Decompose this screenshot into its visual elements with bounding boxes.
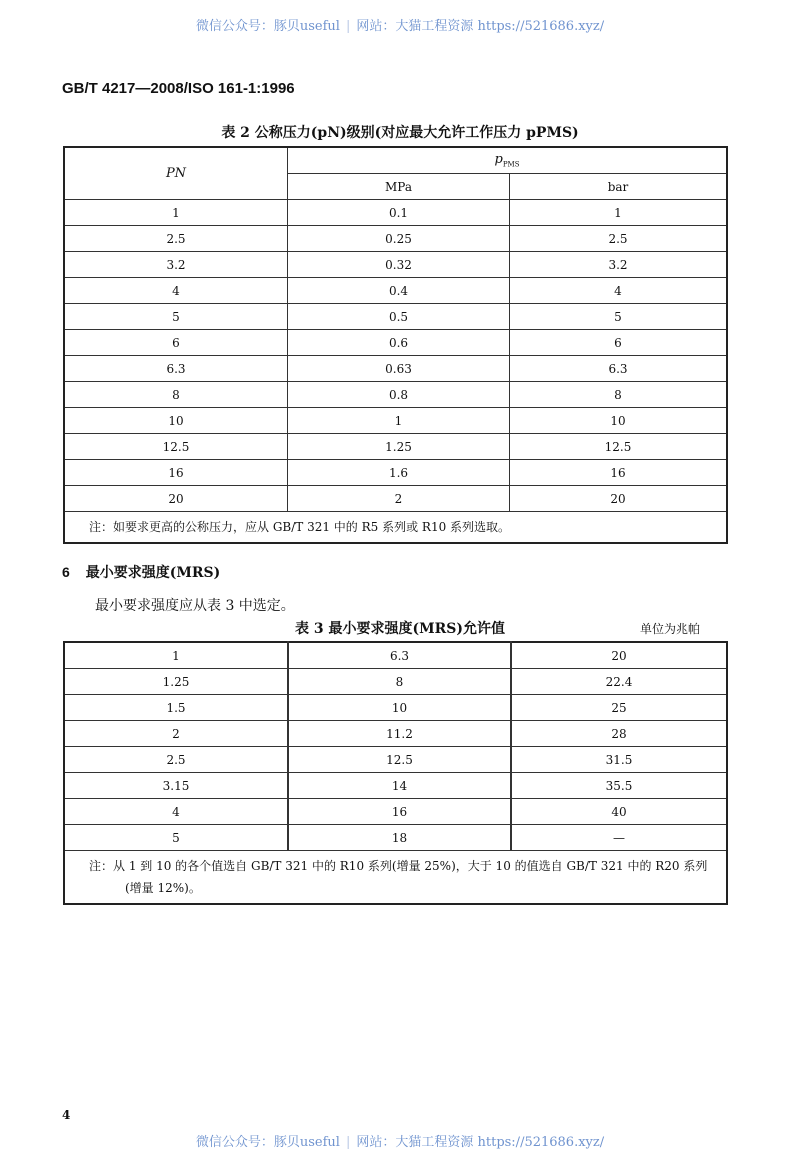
table-cell: 6.3	[288, 642, 511, 669]
table-cell: 6.3	[510, 356, 728, 382]
table-cell: 5	[64, 304, 288, 330]
table-cell: 20	[64, 486, 288, 512]
table-row	[64, 695, 727, 721]
table-row	[64, 304, 727, 330]
table-cell: 16	[510, 460, 728, 486]
table-row	[64, 669, 727, 695]
watermark-right-text: 网站：大猫工程资源 https://521686.xyz/	[356, 1135, 605, 1150]
table-cell: 1	[510, 200, 728, 226]
table-row	[64, 642, 727, 669]
table-cell: 3.2	[64, 252, 288, 278]
table3-note	[64, 851, 727, 905]
table-cell: 8	[510, 382, 728, 408]
table-cell: 0.32	[288, 252, 510, 278]
table-cell: 0.6	[288, 330, 510, 356]
table-cell: 0.63	[288, 356, 510, 382]
table-cell: 35.5	[511, 773, 727, 799]
table-cell: 4	[510, 278, 728, 304]
watermark-left-text: 微信公众号：豚贝useful	[195, 19, 340, 34]
table-cell: 1.6	[288, 460, 510, 486]
table-cell: 2.5	[510, 226, 728, 252]
watermark-top	[0, 15, 800, 34]
header-mpa: MPa	[288, 174, 510, 200]
table-row	[64, 799, 727, 825]
table3-note-line2: (增量 12%)。	[125, 881, 201, 895]
table-cell: 0.1	[288, 200, 510, 226]
table-cell: 5	[510, 304, 728, 330]
table-cell: 31.5	[511, 747, 727, 773]
watermark-separator: |	[345, 19, 351, 34]
table-cell: 28	[511, 721, 727, 747]
table-cell: 12.5	[288, 747, 511, 773]
table-cell: 2	[64, 721, 288, 747]
table-cell: 1.5	[64, 695, 288, 721]
table-cell: 16	[64, 460, 288, 486]
table-cell: 4	[64, 799, 288, 825]
table-cell: 0.5	[288, 304, 510, 330]
table-row	[64, 747, 727, 773]
table-cell: 6.3	[64, 356, 288, 382]
header-ppms	[288, 147, 728, 174]
table-row	[64, 330, 727, 356]
table-cell: 10	[510, 408, 728, 434]
table-cell: 0.4	[288, 278, 510, 304]
table-row	[64, 252, 727, 278]
watermark-right-text: 网站：大猫工程资源 https://521686.xyz/	[356, 19, 605, 34]
table-cell: 6	[64, 330, 288, 356]
table-row	[64, 356, 727, 382]
table-cell: 16	[288, 799, 511, 825]
table-cell: 5	[64, 825, 288, 851]
table-cell: 10	[64, 408, 288, 434]
table2-pressure-ratings	[63, 146, 728, 544]
table-cell: 12.5	[64, 434, 288, 460]
watermark-separator: |	[345, 1135, 351, 1150]
table-cell: 1	[288, 408, 510, 434]
standard-number: GB/T 4217—2008/ISO 161-1:1996	[62, 80, 295, 97]
table-cell: —	[511, 825, 727, 851]
table-cell: 8	[64, 382, 288, 408]
watermark-left-text: 微信公众号：豚贝useful	[195, 1135, 340, 1150]
table-cell: 25	[511, 695, 727, 721]
table-row	[64, 226, 727, 252]
header-bar: bar	[510, 174, 728, 200]
table-cell: 6	[510, 330, 728, 356]
table-cell: 10	[288, 695, 511, 721]
table-row	[64, 382, 727, 408]
table-row	[64, 825, 727, 851]
section-title: 最小要求强度(MRS)	[85, 565, 221, 581]
header-ppms-symbol: p	[494, 152, 503, 168]
table-row	[64, 200, 727, 226]
table-cell: 20	[511, 642, 727, 669]
table-cell: 22.4	[511, 669, 727, 695]
table-cell: 1	[64, 200, 288, 226]
table-cell: 2	[288, 486, 510, 512]
table-cell: 12.5	[510, 434, 728, 460]
table-cell: 18	[288, 825, 511, 851]
table-row	[64, 486, 727, 512]
section-heading	[62, 562, 220, 582]
table-row	[64, 408, 727, 434]
table-cell: 2.5	[64, 226, 288, 252]
table-row	[64, 434, 727, 460]
header-ppms-subscript: PMS	[502, 160, 520, 169]
table-cell: 2.5	[64, 747, 288, 773]
table-cell: 40	[511, 799, 727, 825]
table-cell: 0.25	[288, 226, 510, 252]
page-number: 4	[62, 1108, 71, 1122]
table-cell: 4	[64, 278, 288, 304]
table-cell: 1.25	[288, 434, 510, 460]
table-cell: 14	[288, 773, 511, 799]
table-row	[64, 278, 727, 304]
table-cell: 3.15	[64, 773, 288, 799]
header-pn: PN	[64, 147, 288, 200]
table-row	[64, 721, 727, 747]
table3-unit: 单位为兆帕	[640, 622, 701, 636]
table-cell: 3.2	[510, 252, 728, 278]
table2-note: 注：如要求更高的公称压力，应从 GB/T 321 中的 R5 系列或 R10 系列选取。	[64, 512, 727, 544]
table-cell: 1	[64, 642, 288, 669]
table3-mrs-values	[63, 641, 728, 905]
table3-note-line1: 注：从 1 到 10 的各个值选自 GB/T 321 中的 R10 系列(增量 25%)，大于 10 的值选自 GB/T 321 中的 R20 系列	[89, 859, 708, 873]
table-row	[64, 460, 727, 486]
table-cell: 11.2	[288, 721, 511, 747]
table-cell: 1.25	[64, 669, 288, 695]
section-number: 6	[62, 564, 70, 580]
table2-caption: 表 2 公称压力(pN)级别(对应最大允许工作压力 pPMS)	[221, 125, 579, 141]
table-cell: 8	[288, 669, 511, 695]
table-cell: 20	[510, 486, 728, 512]
table-row	[64, 773, 727, 799]
watermark-bottom	[0, 1131, 800, 1150]
table-cell: 0.8	[288, 382, 510, 408]
section-paragraph: 最小要求强度应从表 3 中选定。	[95, 598, 295, 614]
table3-caption: 表 3 最小要求强度(MRS)允许值	[295, 621, 505, 637]
